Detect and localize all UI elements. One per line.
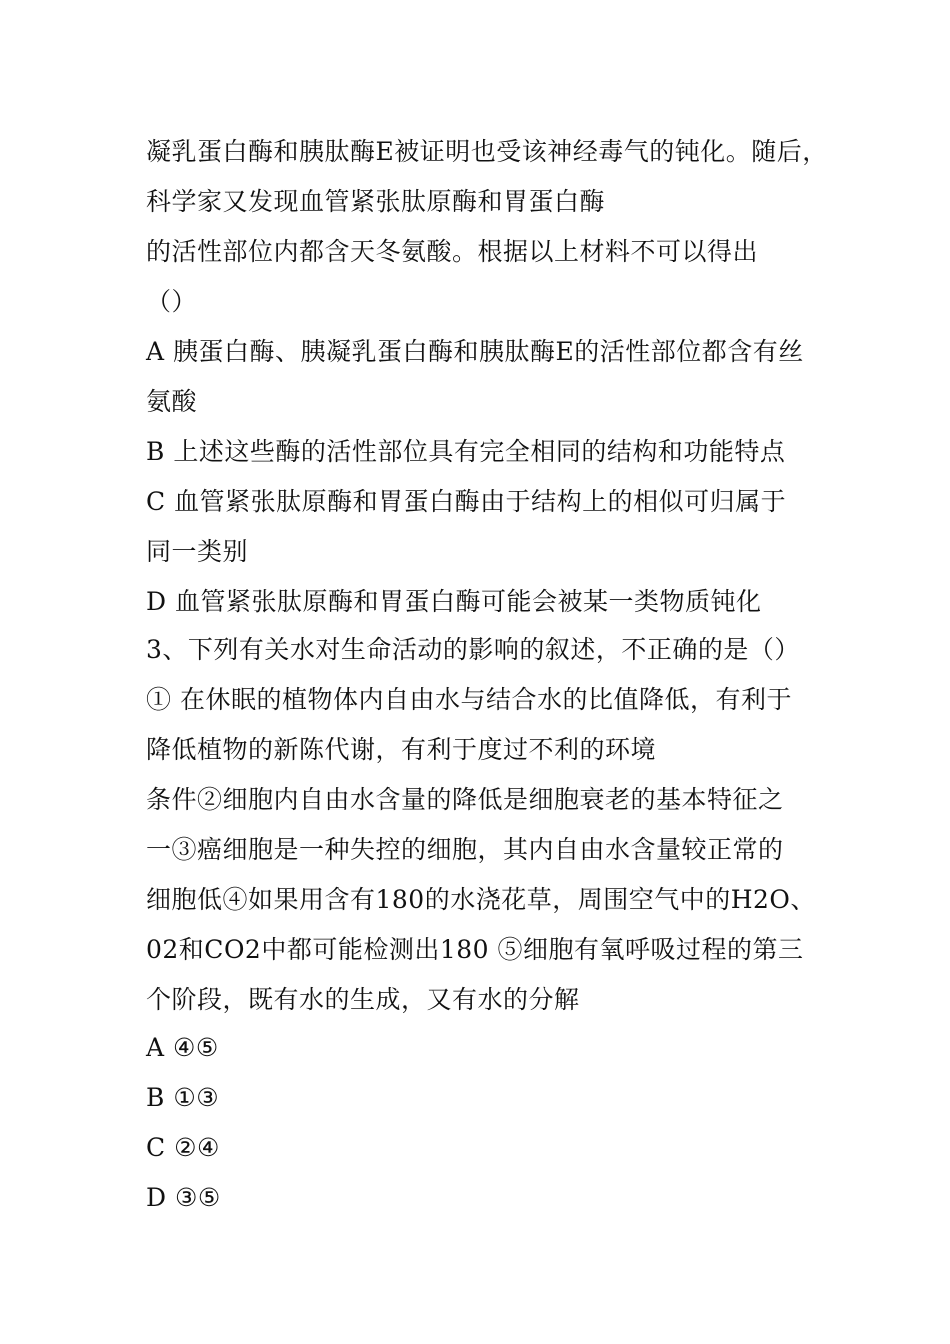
text-line: 同一类别 [146,537,249,566]
option-b: B ①③ [146,1083,220,1112]
text-line: 02和CO2中都可能检测出180 ⑤细胞有氧呼吸过程的第三 [146,935,804,964]
text-line: ① 在休眠的植物体内自由水与结合水的比值降低，有利于 [146,685,792,714]
text-line: 科学家又发现血管紧张肽原酶和胃蛋白酶 [146,187,606,216]
option-d: D ③⑤ [146,1183,221,1212]
text-line: 一③癌细胞是一种失控的细胞，其内自由水含量较正常的 [146,835,784,864]
text-line: 个阶段，既有水的生成，又有水的分解 [146,985,580,1014]
text-line: 细胞低④如果用含有180的水浇花草，周围空气中的H2O、 [146,885,816,914]
text-line: 凝乳蛋白酶和胰肽酶E被证明也受该神经毒气的钝化。随后， [146,137,828,166]
option-a: A 胰蛋白酶、胰凝乳蛋白酶和胰肽酶E的活性部位都含有丝 [146,337,804,366]
text-line: 的活性部位内都含天冬氨酸。根据以上材料不可以得出 [146,237,759,266]
text-line: 条件②细胞内自由水含量的降低是细胞衰老的基本特征之 [146,785,784,814]
option-b: B 上述这些酶的活性部位具有完全相同的结构和功能特点 [146,437,786,466]
option-d: D 血管紧张肽原酶和胃蛋白酶可能会被某一类物质钝化 [146,587,762,616]
question-3: 3、下列有关水对生命活动的影响的叙述，不正确的是（） [146,635,800,664]
text-line: 降低植物的新陈代谢，有利于度过不利的环境 [146,735,657,764]
text-line: （） [146,287,198,316]
text-line: 氨酸 [146,387,198,416]
option-c: C ②④ [146,1133,220,1162]
option-a: A ④⑤ [146,1033,219,1062]
option-c: C 血管紧张肽原酶和胃蛋白酶由于结构上的相似可归属于 [146,487,787,516]
